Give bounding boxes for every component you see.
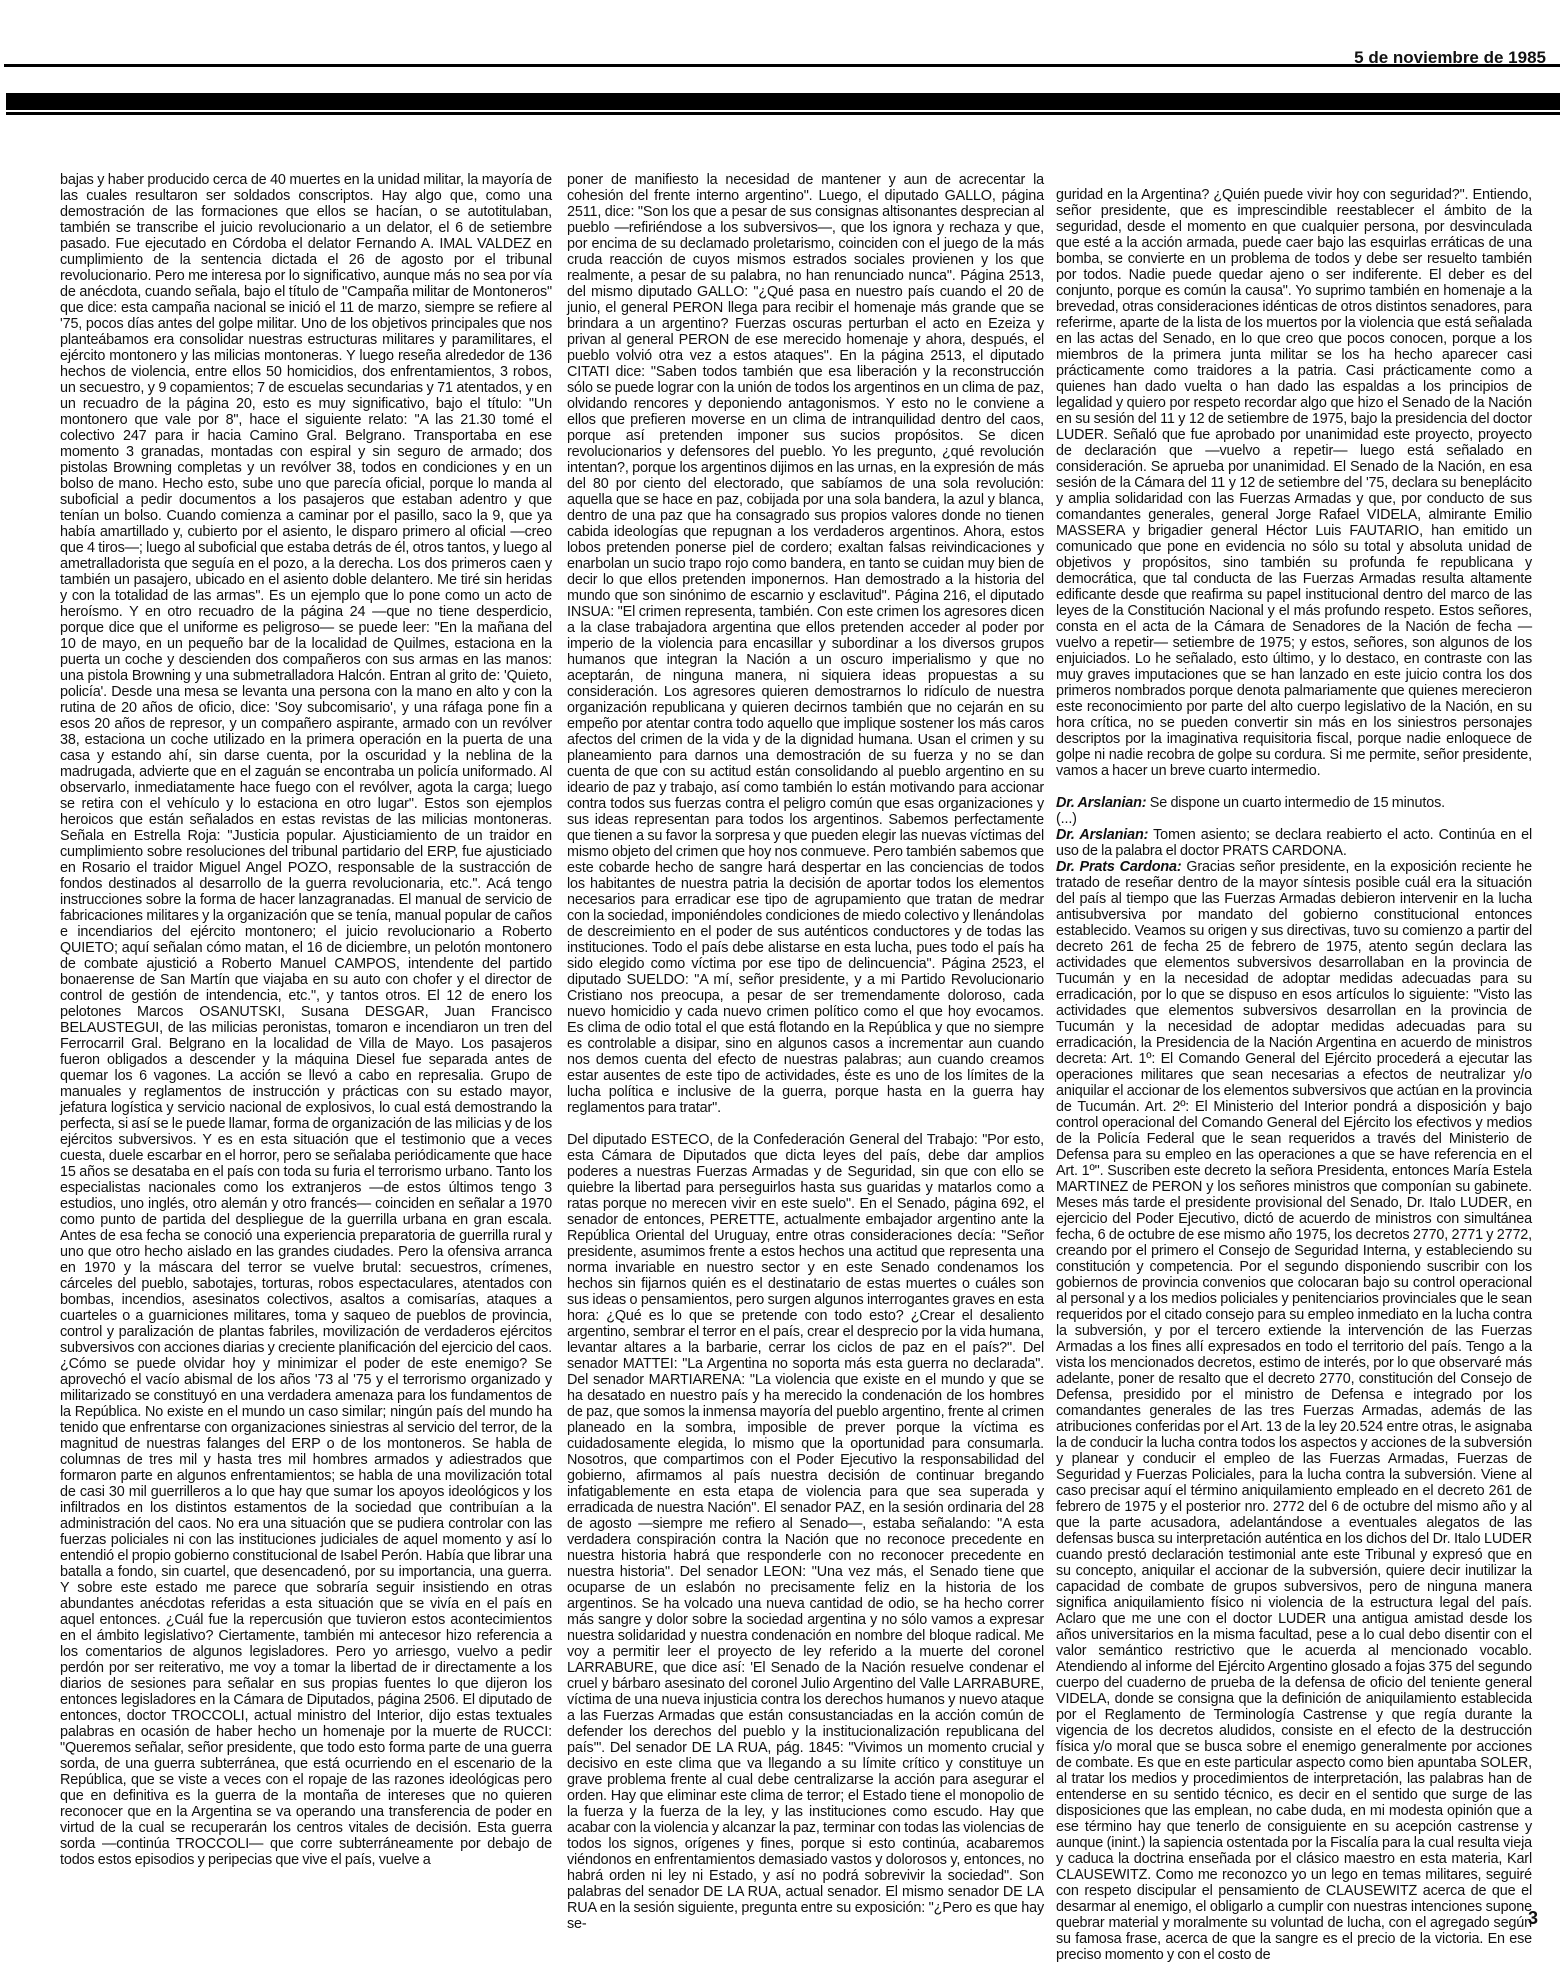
ellipsis: (...) bbox=[1056, 811, 1077, 827]
text-column-3 bbox=[1056, 187, 1533, 1963]
speaker-name: Dr. Prats Cardona: bbox=[1056, 859, 1182, 875]
header-black-bar bbox=[6, 93, 1560, 110]
header-thin-bar bbox=[6, 112, 1560, 115]
speaker-text: Se dispone un cuarto intermedio de 15 minutos. bbox=[1149, 795, 1445, 811]
text-column-1 bbox=[60, 172, 552, 1912]
paragraph: bajas y haber producido cerca de 40 muertes en la unidad militar, la mayoría de las cuales resultaron ser soldados conscriptos. Hay algo que, como una demostración de las formaciones que ellos se hacían, o se autotitulaban, también se transcribe el juicio revolucionario a un delator, el 6 de setiembre pasado. Fue ejecutado en Córdoba el delator Fernando A. IMAL VALDEZ en cumplimiento de la sentencia dictada el 26 de agosto por el tribunal revolucionario. Pero me interesa por lo significativo, aunque más no sea por vía de anécdota, cuando señala, bajo el título de "Campaña militar de Montoneros" que dice: esta campaña nacional se inició el 11 de marzo, siempre se refiere al '75, pocos días antes del golpe militar. Uno de los objetivos principales que nos planteábamos era consolidar nuestras estructuras militares y paramilitares, el ejército montonero y las milicias montoneras. Y luego reseña alrededor de 136 hechos de violencia, entre ellos 50 homicidios, dos enfrentamientos, 3 robos, un secuestro, y 9 copamientos; 7 de escuelas secundarias y 71 atentados, y en un recuadro de la página 20, esto es muy significativo, bajo el título: "Un montonero que vale por 8", hace el siguiente relato: "A las 21.30 tomé el colectivo 247 para ir hacia Camino Gral. Belgrano. Transportaba en ese momento 3 granadas, montadas con espiral y sin seguro de armado; dos pistolas Browning completas y un revólver 38, todos en condiciones y en un bolso de mano. Hecho esto, sube uno que parecía oficial, porque lo manda al suboficial a pedir documentos a los pasajeros que estaban adentro y que tenían un bolso. Cuando comienza a caminar por el pasillo, saco la 9, que ya había amartillado y, cubierto por el asiento, le disparo primero al oficial —creo que 4 tiros—; luego al suboficial que estaba detrás de él, otros tantos, y luego al ametralladorista que seguía en el pozo, a la derecha. Los dos primeros caen y también un pasajero, ubicado en el asiento doble delantero. Me tiré sin heridas y con la totalidad de las armas". Es un ejemplo que lo pone como un acto de heroísmo. Y en otro recuadro de la página 24 —que no tiene desperdicio, porque dice que el uniforme es peligroso— se puede leer: "En la mañana del 10 de mayo, en un pequeño bar de la localidad de Quilmes, estaciona en la puerta un coche y descienden dos compañeros con sus armas en las manos: una pistola Browning y una submetralladora Halcón. Entran al grito de: 'Quieto, policía'. Desde una mesa se levanta una persona con la mano en alto y con la rutina de 20 años de oficio, dice: 'Soy subcomisario', y una ráfaga pone fin a esos 20 años de represor, y un compañero aspirante, armado con un revólver 38, estaciona un coche utilizado en la primera operación en la puerta de una casa y estando ahí, sin darse cuenta, por la oscuridad y la neblina de la madrugada, advierte que en el zaguán se encontraba un policía uniformado. Al observarlo, inmediatamente hace fuego con el revólver, agota la carga; luego se retira con el vehículo y lo estaciona en otro lugar". Estos son ejemplos heroicos que están señalados en estas revistas de las milicias montoneras. Señala en Estrella Roja: "Justicia popular. Ajusticiamiento de un traidor en cumplimiento sobre resoluciones del tribunal partidario del ERP, fue ajusticiado en Rosario el traidor Miguel Angel POZO, responsable de la sustracción de fondos destinados al desarrollo de la guerra revolucionaria, etc.". Acá tengo instrucciones sobre la forma de hacer lanzagranadas. El manual de servicio de fabricaciones militares y la organización que se tenía, manual popular de caños e incendiarios del ejército montonero; el juicio revolucionario a Roberto QUIETO; aquí señalan cómo matan, el 16 de diciembre, un pelotón montonero de combate ajustició a Roberto Manuel CAMPOS, intendente del partido bonaerense de San Martín que viajaba en su auto con chofer y el director de control de gestión de intendencia, etc.", y tantos otros. El 12 de enero los pelotones Marcos OSANUTSKI, Susana DESGAR, Juan Francisco BELAUSTEGUI, de las milicias peronistas, tomaron e incendiaron un tren del Ferrocarril Gral. Belgrano en la localidad de Villa de Mayo. Los pasajeros fueron obligados a descender y la máquina Diesel fue separada antes de quemar los 6 vagones. La acción se llevó a cabo en represalia. Grupo de manuales y reglamentos de instrucción y prácticas con su estado mayor, jefatura logística y servicio nacional de explosivos, lo cual está demostrando la perfecta, si así se le puede llamar, forma de organización de las milicias y de los ejércitos subversivos. Y es en esta situación que el testimonio que a veces cuesta, duele escarbar en el horror, pero se señalaba periódicamente que hace 15 años se desataba en el país con toda su furia el terrorismo urbano. Tanto los especialistas nacionales como los extranjeros —de estos últimos tengo 3 estudios, uno inglés, otro alemán y otro francés— coinciden en señalar a 1970 como punto de partida del despliegue de la guerrilla urbana en gran escala. Antes de esa fecha se conoció una experiencia preparatoria de guerrilla rural y uno que otro hecho aislado en las grandes ciudades. Pero la ofensiva arranca en 1970 y la máscara del terror se vuelve brutal: secuestros, crímenes, cárceles del pueblo, sabotajes, torturas, robos espectaculares, atentados con bombas, incendios, asesinatos colectivos, asaltos a comisarías, ataques a cuarteles o a guarniciones militares, toma y saqueo de pueblos de provincia, control y paralización de plantas fabriles, movilización de verdaderos ejércitos subversivos con acciones diarias y creciente planificación del ejercicio del caos. ¿Cómo se puede olvidar hoy y minimizar el poder de este enemigo? Se aprovechó el vacío abismal de los años '73 al '75 y el terrorismo organizado y militarizado se constituyó en una verdadera amenaza para los fundamentos de la República. No existe en el mundo un caso similar; ningún país del mundo ha tenido que enfrentarse con organizaciones siniestras al servicio del terror, de la magnitud de nuestras falanges del ERP o de los montoneros. Se habla de columnas de tres mil y hasta tres mil hombres armados y adiestrados que formaron parte en algunos enfrentamientos; se habla de una movilización total de casi 30 mil guerrilleros a lo que hay que sumar los apoyos ideológicos y los infiltrados en los distintos estamentos de la sociedad que contribuían a la administración del caos. No era una situación que se pudiera controlar con las fuerzas policiales ni con las instituciones judiciales de aquel momento y así lo entendió el propio gobierno constitucional de Isabel Perón. Había que librar una batalla a fondo, sin cuartel, que desencadenó, por su importancia, una guerra. Y sobre este estado me parece que sobraría seguir insistiendo en otras abundantes anécdotas referidas a esta situación que se vivía en el país en aquel entonces. ¿Cuál fue la repercusión que tuvieron estos acontecimientos en el ámbito legislativo? Ciertamente, también mi antecesor hizo referencia a los comentarios de algunos legisladores. Pero yo arriesgo, vuelvo a pedir perdón por ser reiterativo, me voy a tomar la libertad de ir directamente a los diarios de sesiones para señalar en sus propias fuentes lo que dijeron los entonces legisladores en la Cámara de Diputados, página 2506. El diputado de entonces, doctor TROCCOLI, actual ministro del Interior, dijo estas textuales palabras en ocasión de haber hecho un homenaje por la muerte de RUCCI: "Queremos señalar, señor presidente, que todo esto forma parte de una guerra sorda, de una guerra subterránea, que está ocurriendo en el escenario de la República, que se viste a veces con el ropaje de las razones ideológicas pero que en definitiva es la guerra de la montaña de intereses que no quieren reconocer que en la Argentina se va operando una transferencia de poder en virtud de la cual se recuperarán los centros vitales de decisión. Esta guerra sorda —continúa TROCCOLI— que corre subterráneamente por debajo de todos estos episodios y peripecias que vive el país, vuelve a bbox=[60, 172, 552, 1868]
issue-date: 5 de noviembre de 1985 bbox=[1354, 48, 1546, 67]
speaker-text: Tomen asiento; se declara reabierto el acto. Continúa en el uso de la palabra el doctor PRATS CARDONA. bbox=[1056, 827, 1532, 859]
speaker-turn bbox=[1056, 859, 1532, 1963]
speaker-text: Gracias señor presidente, en la exposición reciente he tratado de reseñar dentro de la mayor síntesis posible cuál era la situación del país al tiempo que las Fuerzas Armadas debieron intervenir en la lucha antisubversiva por mandato del gobierno constitucional entonces establecido. Veamos su origen y sus directivas, tuvo su comienzo a partir del decreto 261 de fecha 25 de febrero de 1975, atento según declara las actividades que elementos subversivos desarrollaban en la provincia de Tucumán y en la necesidad de adoptar medidas adecuadas para su erradicación, por lo que se dispuso en esos artículos lo siguiente: "Visto las actividades que elementos subversivos desarrollan en la provincia de Tucumán y la necesidad de adoptar medidas adecuadas para su erradicación, la Presidencia de la Nación Argentina en acuerdo de ministros decreta: Art. 1º: El Comando General del Ejército procederá a ejecutar las operaciones militares que sean necesarias a efectos de neutralizar y/o aniquilar el accionar de los elementos subversivos que actúan en la provincia de Tucumán. Art. 2º: El Ministerio del Interior pondrá a disposición y bajo control operacional del Comando General del Ejército los efectivos y medios de la Policía Federal que le sean requeridos a través del Ministerio de Defensa para su empleo en las operaciones a que se have referencia en el Art. 1º". Suscriben este decreto la señora Presidenta, entonces María Estela MARTINEZ de PERON y los señores ministros que componían su gabinete. Meses más tarde el presidente provisional del Senado, Dr. Italo LUDER, en ejercicio del Poder Ejecutivo, dictó de acuerdo de ministros con simultánea fecha, 6 de octubre de ese mismo año 1975, los decretos 2770, 2771 y 2772, creando por el primero el Consejo de Seguridad Interna, y estableciendo su constitución y competencia. Por el segundo disponiendo suscribir con los gobiernos de provincia convenios que colocaran bajo su control operacional al personal y a los medios policiales y penitenciarios provinciales que le sean requeridos por el citado consejo para su empleo inmediato en la lucha contra la subversión, y por el tercero extiende la intervención de las Fuerzas Armadas a los fines allí expresados en todo el territorio del país. Tengo a la vista los mencionados decretos, estimo de interés, por lo que observaré más adelante, poner de resalto que el decreto 2770, constitución del Consejo de Defensa, presidido por el ministro de Defensa e integrado por los comandantes generales de las tres Fuerzas Armadas, además de las atribuciones conferidas por el Art. 13 de la ley 20.524 entre otras, le asignaba la de conducir la lucha contra todos los aspectos y acciones de la subversión y planear y conducir el empleo de las Fuerzas Armadas, Fuerzas de Seguridad y Fuerzas Policiales, para la lucha contra la subversión. Viene al caso precisar aquí el término aniquilamiento empleado en el decreto 261 de febrero de 1975 y el posterior nro. 2772 del 6 de octubre del mismo año y al que la parte acusadora, adelantándose a eventuales alegatos de las defensas busca su interpretación auténtica en los dichos del Dr. Italo LUDER cuando prestó declaración testimonial ante este Tribunal y expresó que en su concepto, aniquilar el accionar de la subversión, quiere decir inutilizar la capacidad de combate de grupos subversivos, pero de ninguna manera significa aniquilamiento físico ni violencia de la estructura legal del país. Aclaro que me une con el doctor LUDER una antigua amistad desde los años universitarios en la misma facultad, pese a lo cual debo disentir con el valor semántico restrictivo que le acuerda al mencionado vocablo. Atendiendo al informe del Ejército Argentino glosado a fojas 375 del segundo cuerpo del cuaderno de prueba de la defensa de oficio del teniente general VIDELA, donde se consigna que la definición de aniquilamiento establecida por el Reglamento de Terminología Castrense y que regía durante la vigencia de los decretos aludidos, consiste en el efecto de la destrucción física y/o moral que se busca sobre el enemigo generalmente por acciones de combate. Es que en este particular aspecto como bien apuntaba SOLER, al tratar los medios y procedimientos de interpretación, las palabras han de entenderse en su sentido técnico, es decir en el sentido que surge de las disposiciones que las emplean, no cabe duda, en mi modesta opinión que a ese término hay que tenerlo de consiguiente en su acepción castrense y aunque (inint.) la sapiencia ostentada por la Fiscalía para la cual resulta vieja y caduca la doctrina enseñada por el clásico maestro en esta materia, Karl CLAUSEWITZ. Como me reconozco yo un lego en temas militares, seguiré con respeto discipular el pensamiento de CLAUSEWITZ acerca de que el desarmar al enemigo, el obligarlo a cumplir con nuestras intenciones supone quebrar material y moralmente su voluntad de lucha, con el agregado según su famosa frase, acerca de que la sangre es el precio de la victoria. En ese preciso momento y con el costo de bbox=[1056, 859, 1533, 1963]
paragraph: poner de manifiesto la necesidad de mantener y aun de acrecentar la cohesión del frente interno argentino". Luego, el diputado GALLO, página 2511, dice: "Son los que a pesar de sus consignas altisonantes desprecian al pueblo —refiriéndose a los subversivos—, que los ignora y rechaza y que, por encima de su declamado proletarismo, coinciden con el juego de la más cruda reacción de cuyos mismos estrados sociales provienen y los que realmente, a pesar de su palabra, no han renunciado nunca". Página 2513, del mismo diputado GALLO: "¿Qué pasa en nuestro país cuando el 20 de junio, el general PERON llega para recibir el homenaje más grande que se brindara a un argentino? Fuerzas oscuras perturban el acto en Ezeiza y privan al general PERON de ese merecido homenaje y ahora, después, el pueblo volvió otra vez a estos ataques". En la página 2513, el diputado CITATI dice: "Saben todos también que esa liberación y la reconstrucción sólo se puede lograr con la unión de todos los argentinos en un clima de paz, olvidando rencores y deponiendo antagonismos. Y esto no le conviene a ellos que prefieren moverse en un clima de intranquilidad dentro del caos, porque así pretenden imponer sus sucios propósitos. Se dicen revolucionarios y defensores del pueblo. Yo les pregunto, ¿qué revolución intentan?, porque los argentinos dijimos en las urnas, en la expresión de más del 80 por ciento del electorado, que sabíamos de una sola revolución: aquella que se hace en paz, cobijada por una sola bandera, la azul y blanca, dentro de una paz que ha consagrado sus propios valores donde no tienen cabida ideologías que repugnan a los verdaderos argentinos. Ahora, estos lobos pretenden ponerse piel de cordero; exaltan falsas reivindicaciones y enarbolan un sucio trapo rojo como bandera, en tanto se cuidan muy bien de decir lo que ellos pretenden imponernos. Han demostrado a la historia del mundo que son sinónimo de escarnio y esclavitud". Página 216, el diputado INSUA: "El crimen representa, también. Con este crimen los agresores dicen a la clase trabajadora argentina que ellos pretenden acceder al poder por imperio de la violencia para encasillar y subordinar a los diversos grupos humanos que integran la Nación a un oscuro imperialismo y que no aceptarán, de ninguna manera, ni siquiera ideas propuestas a su consideración. Los agresores quieren demostrarnos lo ridículo de nuestra organización republicana y quieren decirnos también que no cejarán en su empeño por atentar contra todo aquello que implique sostener los más caros afectos del crimen de la vida y de la dignidad humana. Usan el crimen y su planeamiento para darnos una demostración de su fuerza y no se dan cuenta de que con su actitud están consolidando al pueblo argentino en su ideario de paz y trabajo, así como también lo están motivando para accionar contra todos sus fuerzas contra el peligro común que esas organizaciones y sus ideas representan para todos los argentinos. Sabemos perfectamente que tienen a su favor la sorpresa y que pueden elegir las nuevas víctimas del mismo objeto del crimen que hoy nos conmueve. Pero también sabemos que este cobarde hecho de sangre hará despertar en las conciencias de todos los habitantes de nuestra patria la decisión de aportar todos los elementos necesarios para erradicar ese tipo de agrupamiento que tratan de medrar con la sociedad, imponiéndoles condiciones de miedo colectivo y llenándolas de descreimiento en el poder de sus auténticos conductores y de todas las instituciones. Todo el país debe alistarse en esta lucha, pues todo el país ha sido elegido como víctima por ese tipo de delincuencia". Página 2523, el diputado SUELDO: "A mí, señor presidente, y a mi Partido Revolucionario Cristiano nos preocupa, a pesar de ser tremendamente doloroso, cada nuevo homicidio y cada nuevo crimen político como el que hoy evocamos. Es clima de odio total el que está flotando en la República y que no siempre es controlable a disipar, sino en algunos casos a incrementar aun cuando nos demos cuenta del efecto de nuestras palabras; aun cuando creamos estar ausentes de este tipo de actividades, éste es uno de los límites de la lucha política e inclusive de la guerra, porque hasta en la guerra hay reglamentos para tratar". bbox=[567, 172, 1044, 1116]
paragraph: Del diputado ESTECO, de la Confederación General del Trabajo: "Por esto, esta Cámara de Diputados que dicta leyes del país, debe dar amplios poderes a nuestras Fuerzas Armadas y de Seguridad, sin que con ello se quiebre la libertad para perseguirlos hasta sus guaridas y matarlos como a ratas porque no merecen vivir en este suelo". En el Senado, página 692, el senador de entonces, PERETTE, actualmente embajador argentino ante la República Oriental del Uruguay, entre otras consideraciones decía: "Señor presidente, asumimos frente a estos hechos una actitud que representa una norma invariable en nuestro sector y en este Senado condenamos los hechos sin fijarnos quién es el destinatario de estas muertes o cuáles son sus ideas o pensamientos, pero surgen algunos interrogantes graves en esta hora: ¿Qué es lo que se pretende con todo esto? ¿Crear el desaliento argentino, sembrar el terror en el país, crear el desprecio por la vida humana, levantar altares a la barbarie, cerrar los ciclos de paz en el país?". Del senador MATTEI: "La Argentina no soporta más esta guerra no declarada". Del senador MARTIARENA: "La violencia que existe en el mundo y que se ha desatado en nuestro país y ha merecido la condenación de los hombres de paz, que somos la inmensa mayoría del pueblo argentino, frente al crimen planeado en la sombra, imposible de prever porque la víctima es cuidadosamente elegida, lo mismo que la oportunidad para consumarla. Nosotros, que compartimos con el Poder Ejecutivo la responsabilidad del gobierno, afirmamos al país nuestra decisión de continuar bregando infatigablemente en esta etapa de violencia para que sea superada y erradicada de nuestra Nación". El senador PAZ, en la sesión ordinaria del 28 de agosto —siempre me refiero al Senado—, estaba señalando: "A esta verdadera conspiración contra la Nación que no reconoce precedente en nuestra historia habrá que responderle con no reconocer precedente en nuestra historia". Del senador LEON: "Una vez más, el Senado tiene que ocuparse de un eslabón no precisamente feliz en la historia de los argentinos. Se ha volcado una nueva cantidad de odio, se ha hecho correr más sangre y dolor sobre la sociedad argentina y no sólo vamos a expresar nuestra solidaridad y nuestra condenación en nombre del bloque radical. Me voy a permitir leer el proyecto de ley referido a la muerte del coronel LARRABURE, que dice así: 'El Senado de la Nación resuelve condenar el cruel y bárbaro asesinato del coronel Julio Argentino del Valle LARRABURE, víctima de una nueva injusticia contra los derechos humanos y nuevo ataque a las Fuerzas Armadas que están consustanciadas en la acción común de defender los derechos del pueblo y la institucionalización republicana del país'". Del senador DE LA RUA, pág. 1845: "Vivimos un momento crucial y decisivo en este clima que va llegando a su límite crítico y constituye un grave problema frente al cual debe centralizarse la acción para asegurar el orden. Hay que eliminar este clima de terror; el Estado tiene el monopolio de la fuerza y la fuerza de la ley, y las instituciones como escudo. Hay que acabar con la violencia y alcanzar la paz, terminar con todas las violencias de todos los signos, orígenes y fines, porque si esto continúa, acabaremos viéndonos en enfrentamientos demasiado vastos y dolorosos y, entonces, no habrá orden ni ley ni Estado, y así no podrá sobrevivir la sociedad". Son palabras del senador DE LA RUA, actual senador. El mismo senador DE LA RUA en la sesión siguiente, pregunta entre su exposición: "¿Pero es que hay se- bbox=[567, 1132, 1044, 1932]
speaker-name: Dr. Arslanian: bbox=[1056, 827, 1149, 843]
speaker-name: Dr. Arslanian: bbox=[1056, 795, 1147, 811]
page-number: 3 bbox=[1527, 1908, 1538, 1928]
paragraph: guridad en la Argentina? ¿Quién puede vivir hoy con seguridad?". Entiendo, señor presidente, que es imprescindible reestablecer el ámbito de la seguridad, desde el momento en que cualquier persona, por desvinculada que esté a la acción armada, puede caer bajo las esquirlas erráticas de una bomba, se convierte en un problema de todos y debe ser resuelto también por todos. Nadie puede quedar ajeno o ser indiferente. El deber es del conjunto, porque es común la causa". Yo suprimo también en homenaje a la brevedad, otras consideraciones idénticas de otros distintos senadores, para referirme, aparte de la lista de los muertos por la violencia que está señalada en las actas del Senado, en lo que creo que pocos conocen, porque a los miembros de la primera junta militar se los ha hecho aparecer casi prácticamente como traidores a la patria. Casi prácticamente como a quienes han dado vuelta o han dado las espaldas a los principios de legalidad y quiero por respeto recordar algo que hizo el Senado de la Nación en su sesión del 11 y 12 de setiembre de 1975, bajo la presidencia del doctor LUDER. Señaló que fue aprobado por unanimidad este proyecto, proyecto de declaración que —vuelvo a repetir— luego está señalado en consideración. Se aprueba por unanimidad. El Senado de la Nación, en esa sesión de la Cámara del 11 y 12 de setiembre del '75, declara su beneplácito y amplia solidaridad con las Fuerzas Armadas y que, por conducto de sus comandantes generales, general Jorge Rafael VIDELA, almirante Emilio MASSERA y brigadier general Héctor Luis FAUTARIO, han emitido un comunicado que pone en evidencia no sólo su total y absoluta unidad de objetivos y propósitos, sino también su profunda fe republicana y democrática, que tal conducta de las Fuerzas Armadas resulta altamente edificante desde que reafirma su papel institucional dentro del marco de las leyes de la Constitución Nacional y el más profundo respeto. Estos señores, consta en el acta de la Cámara de Senadores de la Nación de fecha —vuelvo a repetir— setiembre de 1975; y estos, señores, son algunos de los enjuiciados. Lo he señalado, esto último, y lo destaco, en contraste con las muy graves imputaciones que se han lanzado en este juicio contra los dos primeros nombrados porque denota palmariamente que quienes merecieron este reconocimiento por parte del alto cuerpo legislativo de la Nación, en su hora crítica, no se pueden convertir sin más en los siniestros personajes descriptos por la imaginativa requisitoria fiscal, porque nadie enloquece de golpe ni nadie recobra de golpe su cordura. Si me permite, señor presidente, vamos a hacer un breve cuarto intermedio. bbox=[1056, 187, 1532, 779]
speaker-turn bbox=[1056, 795, 1532, 811]
header-rule bbox=[4, 64, 1560, 67]
speaker-turn bbox=[1056, 827, 1532, 859]
text-column-2 bbox=[567, 172, 1044, 1932]
